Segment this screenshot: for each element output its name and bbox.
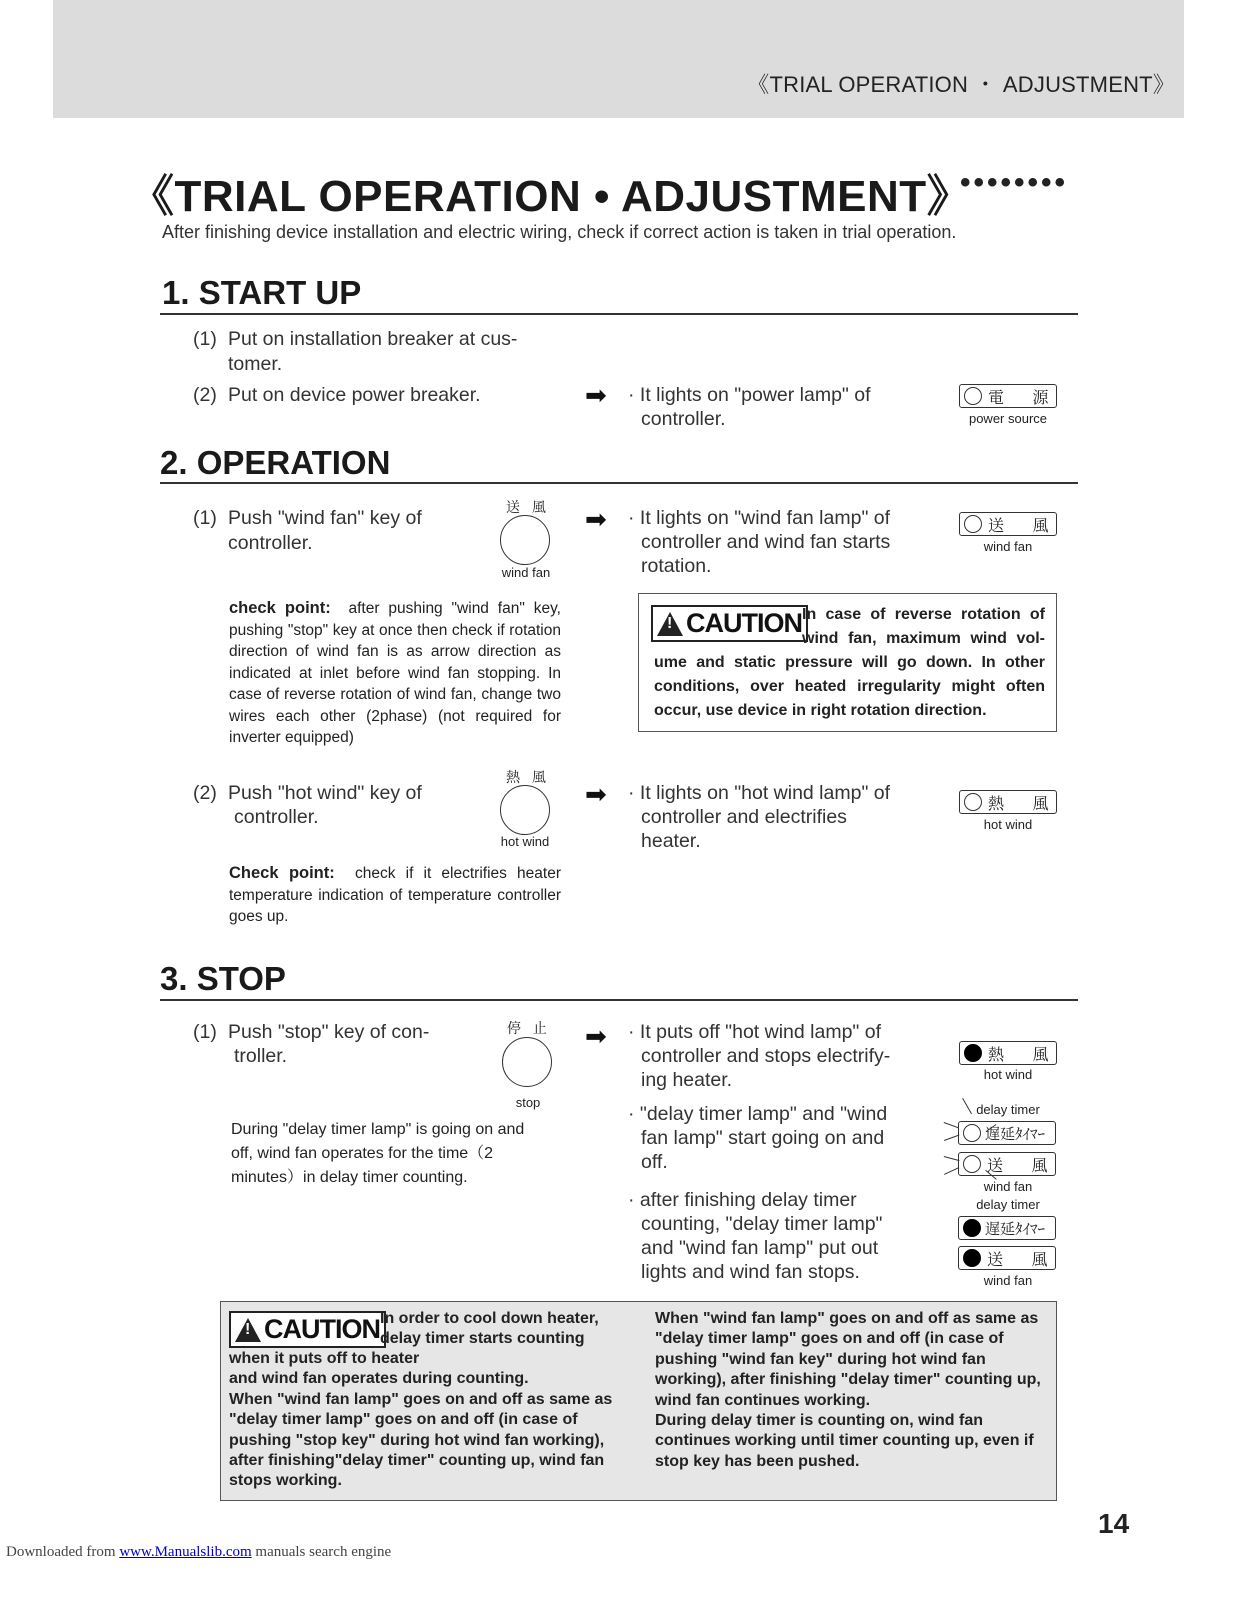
lamp-on-icon: [964, 1044, 982, 1062]
step-text: Push "stop" key of con-: [228, 1021, 430, 1043]
result-text: controller and electrifies: [641, 806, 847, 828]
check-point-label: Check point:: [229, 864, 335, 882]
caution-text: ume and static pressure will go down. In other conditions, over heated irregularity might often occur, use device in right rotation direction.: [654, 654, 1045, 719]
caution-label: CAUTION: [686, 608, 802, 638]
lamp-caption: power source: [968, 411, 1048, 426]
result-text: · "delay timer lamp" and "wind: [628, 1103, 888, 1125]
lamp-off-icon: [964, 515, 982, 533]
result-text: ing heater.: [641, 1069, 733, 1091]
check-point-2: [229, 863, 561, 928]
stop-key[interactable]: [502, 1037, 552, 1087]
section-title-start-up: 1. START UP: [162, 274, 362, 311]
lamp-blink-icon: [963, 1155, 981, 1173]
caution-left-text: when it puts off to heater and wind fan operates during counting. When "wind fan lamp" goes on and off as same as "delay timer lamp" goes on and off (in case of pushing "stop key" during hot wind fan working), after finishing"delay timer" counting up, wind fan stops working.: [229, 1350, 613, 1490]
section-rule: [160, 999, 1078, 1001]
caution-box-delay-timer: [220, 1301, 1057, 1501]
caution-label: CAUTION: [264, 1314, 380, 1344]
check-point-text: check if it electrifies heater temperature indication of temperature controller goes up.: [229, 865, 561, 925]
result-text: · It puts off "hot wind lamp" of: [628, 1021, 882, 1043]
lamp-blink-icon: [963, 1124, 981, 1142]
result-text: controller and stops electrify-: [641, 1045, 891, 1067]
step-text: Push "wind fan" key of: [228, 507, 422, 529]
caution-badge: [651, 605, 808, 642]
key-label-en: wind fan: [501, 565, 551, 580]
right-arrow-icon: ➡: [585, 504, 607, 534]
result-text: fan lamp" start going on and: [641, 1127, 885, 1149]
result-text: and "wind fan lamp" put out: [641, 1237, 879, 1259]
page-number: 14: [1098, 1508, 1130, 1539]
result-text: lights and wind fan stops.: [641, 1261, 860, 1283]
section-rule: [160, 313, 1078, 315]
key-label-en: stop: [515, 1095, 541, 1110]
lamp-off-icon: [964, 387, 982, 405]
section-rule: [160, 482, 1078, 484]
lamp-caption: hot wind: [983, 817, 1033, 832]
result-text: counting, "delay timer lamp": [641, 1213, 883, 1235]
wind-fan-lamp: [959, 512, 1061, 536]
check-point-1: [229, 598, 561, 749]
title-dots: ••••••••: [960, 166, 1069, 199]
caution-right-text: When "wind fan lamp" goes on and off as same as "delay timer lamp" goes on and off (in case of pushing "wind fan key" during hot wind fan working), after finishing "delay timer" counting up, wind fan continues working. During delay timer is counting on, wind fan continues working until timer counting up, even if stop key has been pushed.: [655, 1310, 1041, 1470]
manualslib-link[interactable]: www.Manualslib.com: [119, 1544, 252, 1560]
warning-icon: [657, 612, 683, 636]
lamp-label: 熱 風: [988, 1046, 1061, 1064]
result-text: off.: [641, 1151, 668, 1173]
step-text: Push "hot wind" key of: [228, 782, 422, 804]
result-text: · It lights on "wind fan lamp" of: [628, 507, 891, 529]
lamp-label: 遅延ﾀｲﾏｰ: [985, 1220, 1046, 1238]
lamp-caption: hot wind: [983, 1067, 1033, 1082]
section-title-operation: 2. OPERATION: [160, 444, 391, 481]
step-text: controller.: [228, 532, 313, 554]
footer-prefix: Downloaded from: [6, 1544, 120, 1560]
lamp-on-icon: [963, 1249, 981, 1267]
caution-head-text: In order to cool down heater, delay timer starts counting: [380, 1310, 599, 1348]
delay-timer-lamp-off: [958, 1216, 1056, 1240]
result-text: controller.: [641, 408, 726, 430]
page-title: 《TRIAL OPERATION • ADJUSTMENT》: [130, 172, 972, 221]
check-point-label: check point:: [229, 599, 331, 617]
lamp-off-icon: [964, 793, 982, 811]
hot-wind-lamp-off: [959, 1041, 1061, 1065]
result-text: rotation.: [641, 555, 712, 577]
caution-box-rotation: [638, 593, 1057, 732]
footer: [6, 1544, 391, 1561]
key-label-jp: 熱 風: [506, 769, 550, 785]
right-arrow-icon: ➡: [585, 1021, 607, 1051]
step-number: (1): [193, 1021, 217, 1043]
power-lamp: [959, 384, 1061, 408]
lamp-caption: wind fan: [983, 539, 1033, 554]
wind-fan-lamp-off: [958, 1246, 1060, 1270]
step-text: troller.: [234, 1045, 288, 1067]
hot-wind-lamp: [959, 790, 1061, 814]
result-text: controller and wind fan starts: [641, 531, 891, 553]
right-arrow-icon: ➡: [585, 380, 607, 410]
lamp-caption: wind fan: [983, 1273, 1033, 1288]
lamp-label: 熱 風: [988, 795, 1061, 813]
hot-wind-key[interactable]: [500, 785, 550, 835]
lamp-on-icon: [963, 1219, 981, 1237]
intro-text: After finishing device installation and electric wiring, check if correct action is taken in trial operation.: [162, 222, 957, 242]
delay-timer-lamp-blinking: [958, 1121, 1056, 1145]
footer-suffix: manuals search engine: [251, 1544, 392, 1560]
caution-badge: [229, 1311, 386, 1348]
step-text: Put on device power breaker.: [228, 384, 481, 406]
step-text: tomer.: [228, 353, 283, 375]
delay-timer-note: During "delay timer lamp" is going on and off, wind fan operates for the time（2 minutes）in delay timer counting.: [231, 1121, 525, 1186]
check-point-text: after pushing "wind fan" key, pushing "stop" key at once then check if rotation direction of wind fan is as arrow direction as indicated at inlet before wind fan stopping. In case of reverse rotation of wind fan, change two wires each other (2phase) (not required for inverter equipped): [229, 600, 561, 746]
step-text: Put on installation breaker at cus-: [228, 328, 518, 350]
step-number: (1): [193, 507, 217, 529]
step-number: (2): [193, 384, 217, 406]
warning-icon: [235, 1318, 261, 1342]
caution-text: In case of reverse rotation of wind fan, maximum wind vol-: [802, 606, 1045, 647]
step-text: controller.: [234, 806, 319, 828]
result-text: · after finishing delay timer: [628, 1189, 857, 1211]
lamp-caption: delay timer: [976, 1102, 1040, 1117]
lamp-label: 遅延ﾀｲﾏｰ: [985, 1125, 1046, 1143]
lamp-caption: wind fan: [983, 1179, 1033, 1194]
lamp-label: 電 源: [988, 389, 1061, 407]
key-label-jp: 送 風: [506, 499, 550, 515]
header-band: [53, 0, 1184, 118]
lamp-label: 送 風: [987, 1157, 1060, 1175]
lamp-label: 送 風: [987, 1251, 1060, 1269]
wind-fan-key[interactable]: [500, 515, 550, 565]
result-text: heater.: [641, 830, 701, 852]
lamp-label: 送 風: [988, 517, 1061, 535]
step-number: (1): [193, 328, 217, 350]
key-label-jp: 停 止: [507, 1020, 551, 1036]
wind-fan-lamp-blinking: [958, 1152, 1060, 1176]
running-header: 《TRIAL OPERATION ・ ADJUSTMENT》: [747, 72, 1175, 97]
lamp-caption: delay timer: [976, 1197, 1040, 1212]
step-number: (2): [193, 782, 217, 804]
result-text: · It lights on "power lamp" of: [628, 384, 871, 406]
key-label-en: hot wind: [500, 834, 550, 849]
right-arrow-icon: ➡: [585, 779, 607, 809]
section-title-stop: 3. STOP: [160, 960, 286, 997]
result-text: · It lights on "hot wind lamp" of: [628, 782, 891, 804]
